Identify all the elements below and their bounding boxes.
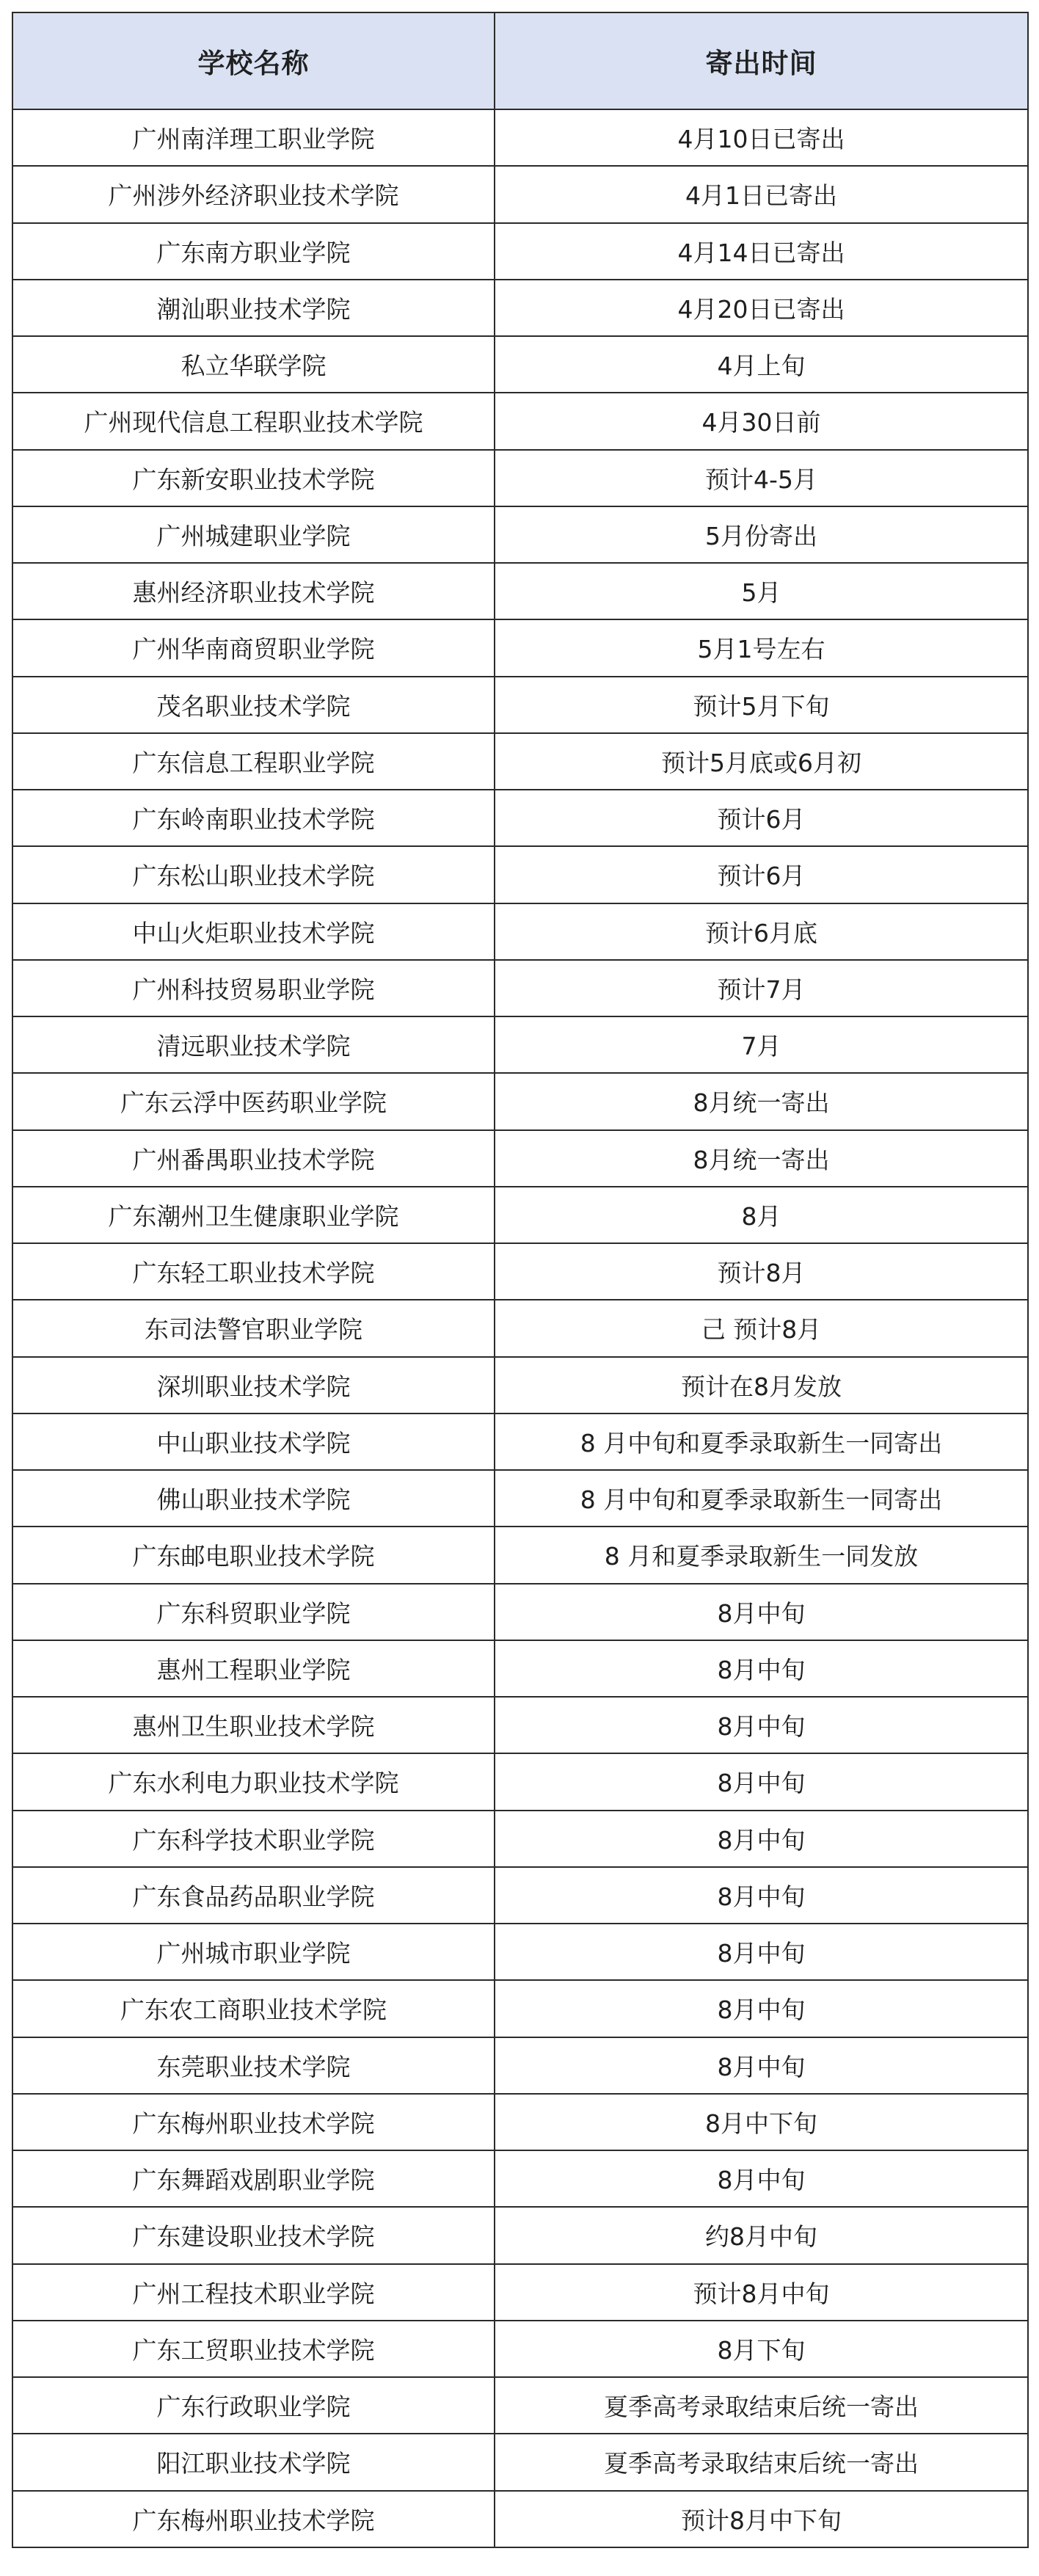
school-name-cell: 广东科贸职业学院: [12, 1584, 495, 1640]
mailing-schedule-table: [12, 12, 1029, 2548]
table-row: [12, 790, 1028, 846]
send-time-cell: 4月10日已寄出: [495, 109, 1028, 166]
school-name-cell: 深圳职业技术学院: [12, 1357, 495, 1413]
table-row: [12, 563, 1028, 619]
send-time-cell: 8月中旬: [495, 1697, 1028, 1753]
table-row: [12, 336, 1028, 393]
table-row: [12, 1073, 1028, 1129]
send-time-cell: 8月中旬: [495, 1980, 1028, 2037]
school-name-cell: 广东梅州职业技术学院: [12, 2094, 495, 2150]
school-name-cell: 潮汕职业技术学院: [12, 280, 495, 336]
table-row: [12, 393, 1028, 449]
school-name-cell: 广东工贸职业技术学院: [12, 2321, 495, 2377]
send-time-cell: 8 月和夏季录取新生一同发放: [495, 1527, 1028, 1583]
school-name-cell: 中山职业技术学院: [12, 1413, 495, 1470]
send-time-cell: 预计6月底: [495, 903, 1028, 960]
send-time-cell: 8月中旬: [495, 1924, 1028, 1980]
school-name-cell: 广东潮州卫生健康职业学院: [12, 1187, 495, 1243]
school-name-cell: 广东梅州职业技术学院: [12, 2491, 495, 2547]
school-name-cell: 广州华南商贸职业学院: [12, 619, 495, 676]
table-row: [12, 2434, 1028, 2490]
table-header-row: [12, 12, 1028, 109]
send-time-cell: 5月份寄出: [495, 506, 1028, 563]
table-row: [12, 1413, 1028, 1470]
send-time-cell: 8月统一寄出: [495, 1073, 1028, 1129]
send-time-cell: 约8月中旬: [495, 2207, 1028, 2263]
table-row: [12, 1243, 1028, 1300]
table-row: [12, 733, 1028, 790]
table-row: [12, 166, 1028, 222]
send-time-cell: 8月中旬: [495, 1640, 1028, 1697]
school-name-cell: 广东松山职业技术学院: [12, 846, 495, 903]
school-name-cell: 广州涉外经济职业技术学院: [12, 166, 495, 222]
school-name-cell: 广东科学技术职业学院: [12, 1811, 495, 1867]
send-time-cell: 预计5月下旬: [495, 677, 1028, 733]
school-name-cell: 中山火炬职业技术学院: [12, 903, 495, 960]
mailing-schedule-sheet: [12, 12, 1027, 2548]
school-name-cell: 广州城建职业学院: [12, 506, 495, 563]
send-time-cell: 8 月中旬和夏季录取新生一同寄出: [495, 1470, 1028, 1527]
table-row: [12, 450, 1028, 506]
school-name-cell: 广东轻工职业技术学院: [12, 1243, 495, 1300]
table-row: [12, 846, 1028, 903]
send-time-cell: 8月: [495, 1187, 1028, 1243]
school-name-cell: 广东水利电力职业技术学院: [12, 1753, 495, 1810]
send-time-cell: 8 月中旬和夏季录取新生一同寄出: [495, 1413, 1028, 1470]
school-name-cell: 广东舞蹈戏剧职业学院: [12, 2150, 495, 2207]
school-name-cell: 惠州卫生职业技术学院: [12, 1697, 495, 1753]
school-name-cell: 广东南方职业学院: [12, 223, 495, 280]
table-row: [12, 280, 1028, 336]
school-name-cell: 广东岭南职业技术学院: [12, 790, 495, 846]
school-name-cell: 广东食品药品职业学院: [12, 1867, 495, 1924]
table-row: [12, 2377, 1028, 2434]
table-row: [12, 1130, 1028, 1187]
table-row: [12, 223, 1028, 280]
school-name-cell: 广州南洋理工职业学院: [12, 109, 495, 166]
table-row: [12, 960, 1028, 1016]
school-name-cell: 广东农工商职业技术学院: [12, 1980, 495, 2037]
school-name-cell: 广州城市职业学院: [12, 1924, 495, 1980]
send-time-cell: 8月中旬: [495, 1584, 1028, 1640]
school-name-cell: 东司法警官职业学院: [12, 1300, 495, 1356]
send-time-cell: 8月中旬: [495, 1867, 1028, 1924]
send-time-cell: 夏季高考录取结束后统一寄出: [495, 2434, 1028, 2490]
send-time-cell: 4月1日已寄出: [495, 166, 1028, 222]
table-row: [12, 1867, 1028, 1924]
school-name-cell: 茂名职业技术学院: [12, 677, 495, 733]
table-row: [12, 1640, 1028, 1697]
table-row: [12, 2321, 1028, 2377]
send-time-cell: 4月20日已寄出: [495, 280, 1028, 336]
table-row: [12, 1357, 1028, 1413]
school-name-cell: 广东建设职业技术学院: [12, 2207, 495, 2263]
send-time-cell: 预计6月: [495, 790, 1028, 846]
school-name-cell: 广州工程技术职业学院: [12, 2264, 495, 2321]
table-row: [12, 1187, 1028, 1243]
school-name-cell: 私立华联学院: [12, 336, 495, 393]
send-time-cell: 预计8月: [495, 1243, 1028, 1300]
send-time-cell: 预计6月: [495, 846, 1028, 903]
send-time-cell: 7月: [495, 1016, 1028, 1073]
table-row: [12, 2094, 1028, 2150]
send-time-cell: 预计7月: [495, 960, 1028, 1016]
table-row: [12, 677, 1028, 733]
send-time-cell: 8月下旬: [495, 2321, 1028, 2377]
send-time-cell: 4月上旬: [495, 336, 1028, 393]
school-name-cell: 广东云浮中医药职业学院: [12, 1073, 495, 1129]
table-row: [12, 1753, 1028, 1810]
send-time-cell: 预计4-5月: [495, 450, 1028, 506]
header-send-time: 寄出时间: [495, 12, 1028, 109]
table-row: [12, 903, 1028, 960]
table-row: [12, 1980, 1028, 2037]
send-time-cell: 5月: [495, 563, 1028, 619]
send-time-cell: 己 预计8月: [495, 1300, 1028, 1356]
table-row: [12, 619, 1028, 676]
school-name-cell: 广东信息工程职业学院: [12, 733, 495, 790]
send-time-cell: 预计8月中旬: [495, 2264, 1028, 2321]
table-row: [12, 2037, 1028, 2094]
send-time-cell: 8月中旬: [495, 2037, 1028, 2094]
school-name-cell: 广东新安职业技术学院: [12, 450, 495, 506]
header-school-name: 学校名称: [12, 12, 495, 109]
school-name-cell: 广州科技贸易职业学院: [12, 960, 495, 1016]
send-time-cell: 4月14日已寄出: [495, 223, 1028, 280]
table-row: [12, 2150, 1028, 2207]
school-name-cell: 东莞职业技术学院: [12, 2037, 495, 2094]
table-row: [12, 1470, 1028, 1527]
send-time-cell: 8月中旬: [495, 1811, 1028, 1867]
table-row: [12, 1584, 1028, 1640]
table-row: [12, 1811, 1028, 1867]
table-row: [12, 109, 1028, 166]
send-time-cell: 8月中下旬: [495, 2094, 1028, 2150]
send-time-cell: 预计在8月发放: [495, 1357, 1028, 1413]
send-time-cell: 8月中旬: [495, 1753, 1028, 1810]
table-row: [12, 1300, 1028, 1356]
table-row: [12, 1016, 1028, 1073]
send-time-cell: 8月中旬: [495, 2150, 1028, 2207]
table-body: [12, 109, 1028, 2547]
table-row: [12, 1697, 1028, 1753]
send-time-cell: 夏季高考录取结束后统一寄出: [495, 2377, 1028, 2434]
send-time-cell: 8月统一寄出: [495, 1130, 1028, 1187]
send-time-cell: 4月30日前: [495, 393, 1028, 449]
school-name-cell: 清远职业技术学院: [12, 1016, 495, 1073]
school-name-cell: 佛山职业技术学院: [12, 1470, 495, 1527]
send-time-cell: 预计8月中下旬: [495, 2491, 1028, 2547]
table-row: [12, 2207, 1028, 2263]
table-row: [12, 2491, 1028, 2547]
school-name-cell: 惠州工程职业学院: [12, 1640, 495, 1697]
table-row: [12, 506, 1028, 563]
table-row: [12, 2264, 1028, 2321]
table-row: [12, 1527, 1028, 1583]
school-name-cell: 惠州经济职业技术学院: [12, 563, 495, 619]
send-time-cell: 5月1号左右: [495, 619, 1028, 676]
school-name-cell: 广州番禺职业技术学院: [12, 1130, 495, 1187]
school-name-cell: 广东邮电职业技术学院: [12, 1527, 495, 1583]
school-name-cell: 阳江职业技术学院: [12, 2434, 495, 2490]
school-name-cell: 广州现代信息工程职业技术学院: [12, 393, 495, 449]
table-row: [12, 1924, 1028, 1980]
school-name-cell: 广东行政职业学院: [12, 2377, 495, 2434]
send-time-cell: 预计5月底或6月初: [495, 733, 1028, 790]
